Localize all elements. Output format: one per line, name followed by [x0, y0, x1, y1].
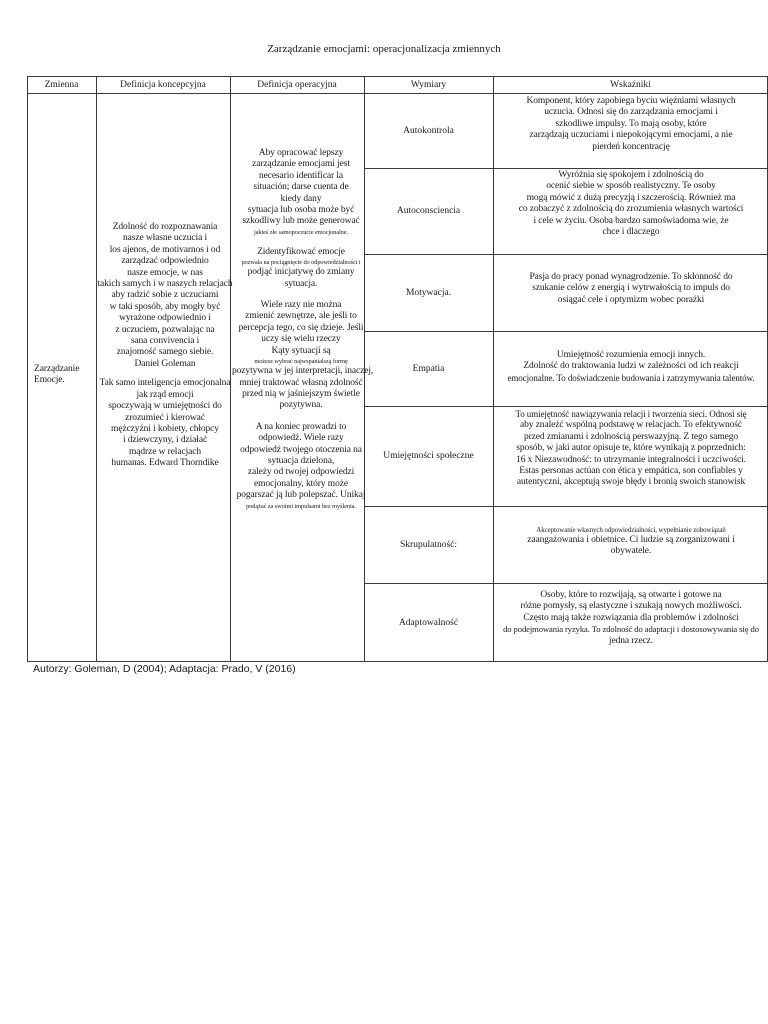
- wskaznik-motywacja: [494, 272, 768, 306]
- text-line: situación; darse cuenta de: [253, 182, 349, 193]
- text-line: pozwala na pociągnięcie do odpowiedzialności i: [241, 259, 361, 267]
- author-credit: Daniel Goleman: [134, 358, 196, 369]
- text-line: z uczuciem, pozwalając na: [115, 324, 215, 335]
- text-line: zarządzanie emocjami jest: [252, 159, 350, 170]
- text-line: ocenić siebie w sposób realistyczny. Te osoby: [546, 181, 716, 192]
- text-line: osiągać cele i optymizm wobec porażki: [557, 294, 705, 305]
- wskaznik-empatia: [494, 350, 768, 384]
- text-line: Pasja do pracy ponad wynagrodzenie. To skłonność do: [529, 272, 733, 282]
- text-line: zrozumieć i kierować: [125, 412, 205, 423]
- wskaznik-skrupulatnosc: [494, 526, 768, 558]
- header-wymiary: Wymiary: [410, 80, 447, 90]
- text-line: różne pomysły, są elastyczne i szukają nowych możliwości.: [520, 601, 742, 612]
- text-line: Komponent, który zapobiega byciu więźniami własnych: [526, 96, 736, 106]
- text-line: sytuacja dzielona,: [267, 455, 335, 466]
- text-line: To umiejętność nawiązywania relacji i tworzenia sieci. Odnosi się: [515, 409, 747, 419]
- text-line: mogą mówić z dużą precyzją i szczerością. Również ma: [526, 192, 736, 203]
- text-line: kiedy dany: [280, 193, 322, 204]
- wskaznik-autoconsciencia: [494, 170, 768, 238]
- text-line: mężczyźni i kobiety, chłopcy: [111, 423, 219, 434]
- text-line: przed zmianami i zdolnością perswazyjną. Z tego samego: [523, 431, 739, 442]
- text-line: Osoby, które to rozwijają, są otwarte i gotowe na: [540, 590, 722, 600]
- text-line: Wyróżnia się spokojem i zdolnością do: [558, 170, 704, 180]
- text-line: los ajenos, de motivarnos i od: [109, 244, 221, 255]
- text-line: 16 x Niezawodność: to utrzymanie integralności i uczciwości.: [516, 454, 746, 465]
- text-line: znajomość samego siebie.: [116, 347, 214, 358]
- header-zmienna: Zmienna: [44, 80, 79, 90]
- text-line: zależy od twojej odpowiedzi: [247, 467, 355, 478]
- text-line: emocjonalne. To doświadczenie budowania i zatrzymywania talentów.: [507, 372, 755, 383]
- text-line: sposób, w jaki autor opisuje te, które wynikają z poprzednich:: [516, 443, 746, 454]
- text-line: zarządzają uczuciami i niepokojącymi emocjami, a nie: [529, 130, 733, 141]
- text-line: jak rząd emocji: [136, 389, 194, 400]
- text-line: zaangażowania i obietnice. Ci ludzie są zorganizowani i: [527, 535, 735, 545]
- wymiar-skrupulatnosc: Skrupulatność:: [400, 539, 457, 550]
- text-line: Aby opracować lepszy: [258, 148, 344, 158]
- zmienna-line: Zarządzanie: [34, 364, 80, 374]
- text-line: necesario identificar la: [258, 170, 344, 181]
- text-line: Tak samo inteligencja emocjonalna: [99, 378, 231, 389]
- wymiar-autoconsciencia: Autoconsciencia: [396, 206, 461, 216]
- text-line: Wiele razy nie można: [260, 300, 342, 311]
- wskaznik-umiejetnosci-spoleczne: [494, 409, 768, 489]
- text-line: [97, 370, 233, 378]
- text-line: Estas personas actúan con ética y empática, son confiables y: [519, 466, 743, 477]
- author-credit: humanas. Edward Thorndike: [111, 458, 219, 469]
- text-line: Umiejętność rozumienia emocji innych.: [556, 350, 706, 360]
- text-line: sytuacja lub osoba może być: [247, 205, 355, 216]
- text-line: pierdeń koncentrację: [592, 141, 670, 152]
- text-line: podążać za swoimi impulsami bez myślenia.: [246, 502, 356, 510]
- text-line: autentyczni, akceptują swoje błędy i bronią swoich stanowisk: [516, 477, 746, 488]
- text-line: zmienić zewnętrze, ale jeśli to: [245, 311, 357, 322]
- wskaznik-adaptowalnosc: [494, 590, 768, 647]
- text-line: mniej traktować własną zdolność: [239, 377, 363, 388]
- text-line: sana convivencia i: [130, 336, 200, 347]
- text-line: emocjonalny, który może: [254, 478, 348, 489]
- text-line: aby znaleźć wspólną podstawę w relacjach. To efektywność: [520, 420, 742, 431]
- text-line: do podejmowania ryzyka. To zdolność do adaptacji i dostosowywania się do: [503, 624, 759, 635]
- definicja-operacyjna-cell: [232, 148, 374, 511]
- text-line: uczy się wielu rzeczy: [261, 334, 341, 345]
- text-line: odpowiedź. Wiele razy: [258, 433, 344, 444]
- header-wskazniki: Wskaźniki: [610, 80, 651, 90]
- text-line: w taki sposób, aby mogły być: [109, 301, 221, 312]
- text-line: szukanie celów z energią i wytrwałością to impuls do: [532, 283, 730, 294]
- text-line: Akceptowanie własnych odpowiedzialności, wypełnianie zobowiązań: [536, 526, 726, 534]
- text-line: odpowiedź twojego otoczenia na: [240, 444, 362, 455]
- text-line: aby radzić sobie z uczuciami: [111, 290, 219, 301]
- wymiar-adaptowalnosc: Adaptowalność: [398, 617, 459, 628]
- text-line: zarządzać odpowiednio: [121, 256, 209, 267]
- zmienna-line: Emocje.: [34, 375, 65, 386]
- text-line: uczucia. Odnosi się do zarządzania emocjami i: [544, 107, 718, 118]
- wskaznik-autokontrola: [494, 96, 768, 153]
- text-line: możesz wybrać najwspanialszą formę: [254, 358, 348, 366]
- definicja-koncepcyjna-cell: [97, 222, 233, 470]
- text-line: Kąty sytuacji są: [271, 345, 331, 356]
- text-line: percepcja tego, co się dzieje. Jeśli: [238, 322, 364, 333]
- text-line: A na koniec prowadzi to: [255, 421, 347, 432]
- text-line: Zdolność do rozpoznawania: [112, 222, 218, 232]
- text-line: przed nią w jaśniejszym świetle: [242, 388, 360, 399]
- header-definicja-koncepcyjna: Definicja koncepcyjna: [120, 80, 206, 90]
- text-line: podjąć inicjatywę do zmiany: [247, 267, 355, 278]
- wymiar-motywacja: Motywacja.: [405, 287, 452, 298]
- text-line: takich samych i w naszych relacjach: [97, 279, 233, 290]
- text-line: mądrze w relacjach: [128, 446, 202, 457]
- text-line: pozytywna w jej interpretacji, inaczej,: [232, 366, 374, 377]
- text-line: co zobaczyć z zdolnością do zrozumienia własnych wartości: [518, 204, 744, 215]
- header-definicja-operacyjna: Definicja operacyjna: [257, 80, 337, 90]
- text-line: chce i dlaczego: [602, 227, 660, 238]
- text-line: pogarszać ją lub polepszać. Unikaj: [236, 490, 366, 501]
- text-line: szkodliwy lub może generować: [242, 216, 360, 227]
- text-line: wyrażone odpowiednio i: [119, 313, 211, 324]
- text-line: i dziewczyny, i działać: [122, 435, 208, 446]
- text-line: Zidentyfikować emocje: [257, 246, 345, 257]
- text-line: szkodliwe impulsy. To mają osoby, które: [555, 118, 707, 129]
- zmienna-cell: [34, 364, 94, 387]
- wymiar-autokontrola: Autokontrola: [403, 125, 454, 136]
- text-line: nasze własne uczucia i: [122, 233, 208, 244]
- text-line: Zdolność do traktowania ludzi w zależności od ich reakcji: [523, 361, 739, 372]
- text-line: nasze emocje, w nas: [127, 267, 203, 278]
- text-line: jedna rzecz.: [608, 635, 654, 646]
- text-line: i cele w życiu. Osoba bardzo samoświadoma wie, że: [533, 215, 729, 226]
- wymiar-umiejetnosci-spoleczne: Umiejętności społeczne: [383, 451, 474, 461]
- text-line: obywatele.: [610, 546, 652, 557]
- page-title: Zarządzanie emocjami: operacjonalizacja zmiennych: [267, 43, 501, 55]
- wymiar-empatia: Empatia: [412, 363, 445, 374]
- text-line: sytuacja.: [284, 278, 318, 289]
- text-line: Często mają także rozwiązania dla problemów i zdolności: [523, 612, 739, 623]
- footer-authors: Autorzy: Goleman, D (2004); Adaptacja: Prado, V (2016): [33, 663, 296, 675]
- text-line: pozytywna.: [279, 400, 323, 411]
- text-line: jakieś złe samopoczucie emocjonalne.: [254, 228, 348, 236]
- text-line: spoczywają w umiejętności do: [108, 401, 222, 412]
